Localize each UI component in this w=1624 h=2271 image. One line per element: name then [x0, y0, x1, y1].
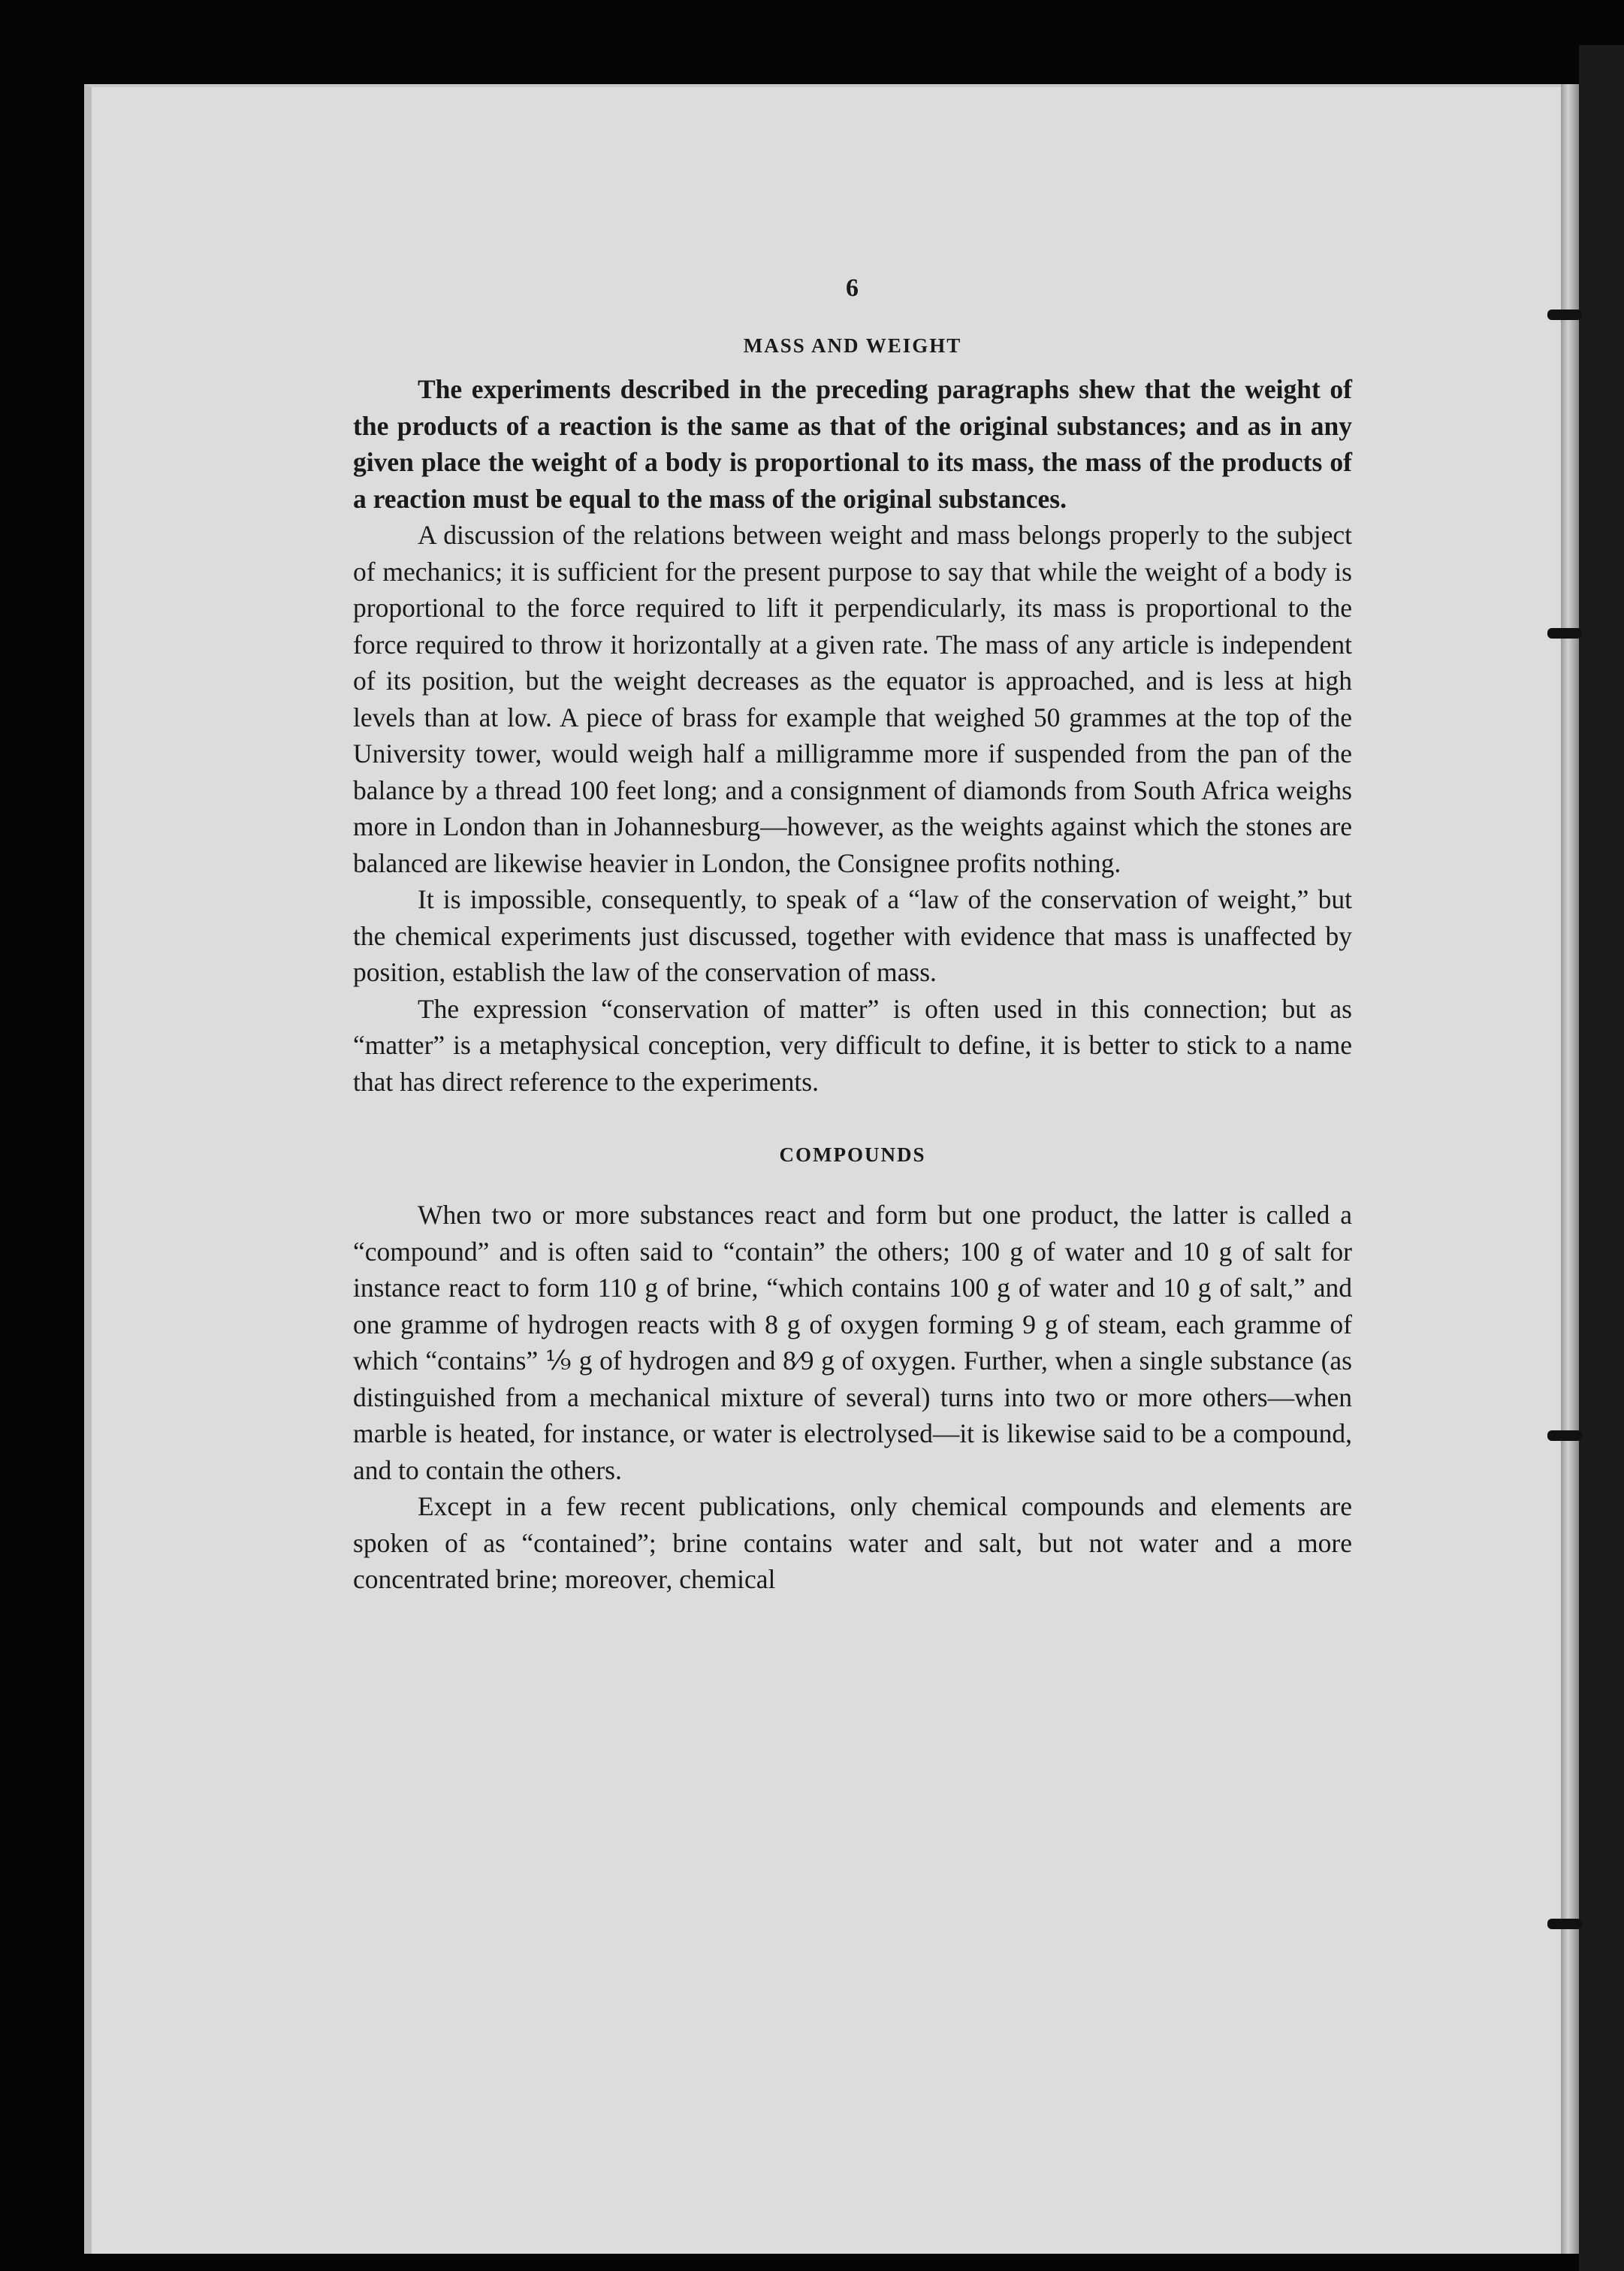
binding-clip-icon [1547, 310, 1582, 320]
paragraph: The expression “conservation of matter” is often used in this connection; but as “matter” is a metaphysical conception, very difficult to define, it is better to stick to a name that has direct reference to the experiments. [353, 993, 1352, 1097]
scan-background-right [1579, 45, 1624, 2271]
section-heading-compounds: COMPOUNDS [779, 1143, 926, 1166]
page-number: 6 [846, 274, 859, 302]
binding-clip-icon [1547, 1919, 1582, 1929]
paragraph: A discussion of the relations between weight and mass belongs properly to the subject of mechanics; it is sufficient for the present purpose to say that while the weight of a body is proportional to the force required to lift it perpendicularly, its mass is proportional to the force required to throw it horizontally at a given rate. The mass of any article is independent of its position, but the weight decreases as the equator is approached, and is less at high levels than at low. A piece of brass for example that weighed 50 grammes at the top of the University tower, would weigh half a milligramme more if suspended from the pan of the balance by a thread 100 feet long; and a consignment of diamonds from South Africa weighs more in London than in Johannesburg—however, as the weights against which the stones are balanced are likewise heavier in London, the Consignee profits nothing. [353, 520, 1352, 878]
page-content [353, 274, 1352, 1598]
binding-clip-icon [1547, 628, 1582, 639]
paragraph: The experiments described in the preceding paragraphs shew that the weight of the products of a reaction is the same as that of the original substances; and as in any given place the weight of a body is proportional to its mass, the mass of the products of a reaction must be equal to the mass of the original substances. [353, 374, 1352, 514]
paragraph: When two or more substances react and form but one product, the latter is called a “compound” and is often said to “contain” the others; 100 g of water and 10 g of salt for instance react to form 110 g of brine, “which contains 100 g of water and 10 g of salt,” and one gramme of hydrogen reacts with 8 g of oxygen forming 9 g of steam, each gramme of which “contains” ⅑ g of hydrogen and 8⁄9 g of oxygen. Further, when a single substance (as distinguished from a mechanical mixture of several) turns into two or more others—when marble is heated, for instance, or water is electrolysed—it is likewise said to be a compound, and to contain the others. [353, 1200, 1352, 1485]
section-heading-mass-and-weight: MASS AND WEIGHT [743, 334, 962, 357]
paragraph: Except in a few recent publications, only chemical compounds and elements are spoken of as “contained”; brine contains water and salt, but not water and a more concentrated brine; moreover, chemical [353, 1491, 1352, 1594]
binding-clip-icon [1547, 1430, 1582, 1441]
paragraph: It is impossible, consequently, to speak of a “law of the conservation of weight,” but the chemical experiments just discussed, together with evidence that mass is unaffected by position, establish the law of the conservation of mass. [353, 884, 1352, 987]
